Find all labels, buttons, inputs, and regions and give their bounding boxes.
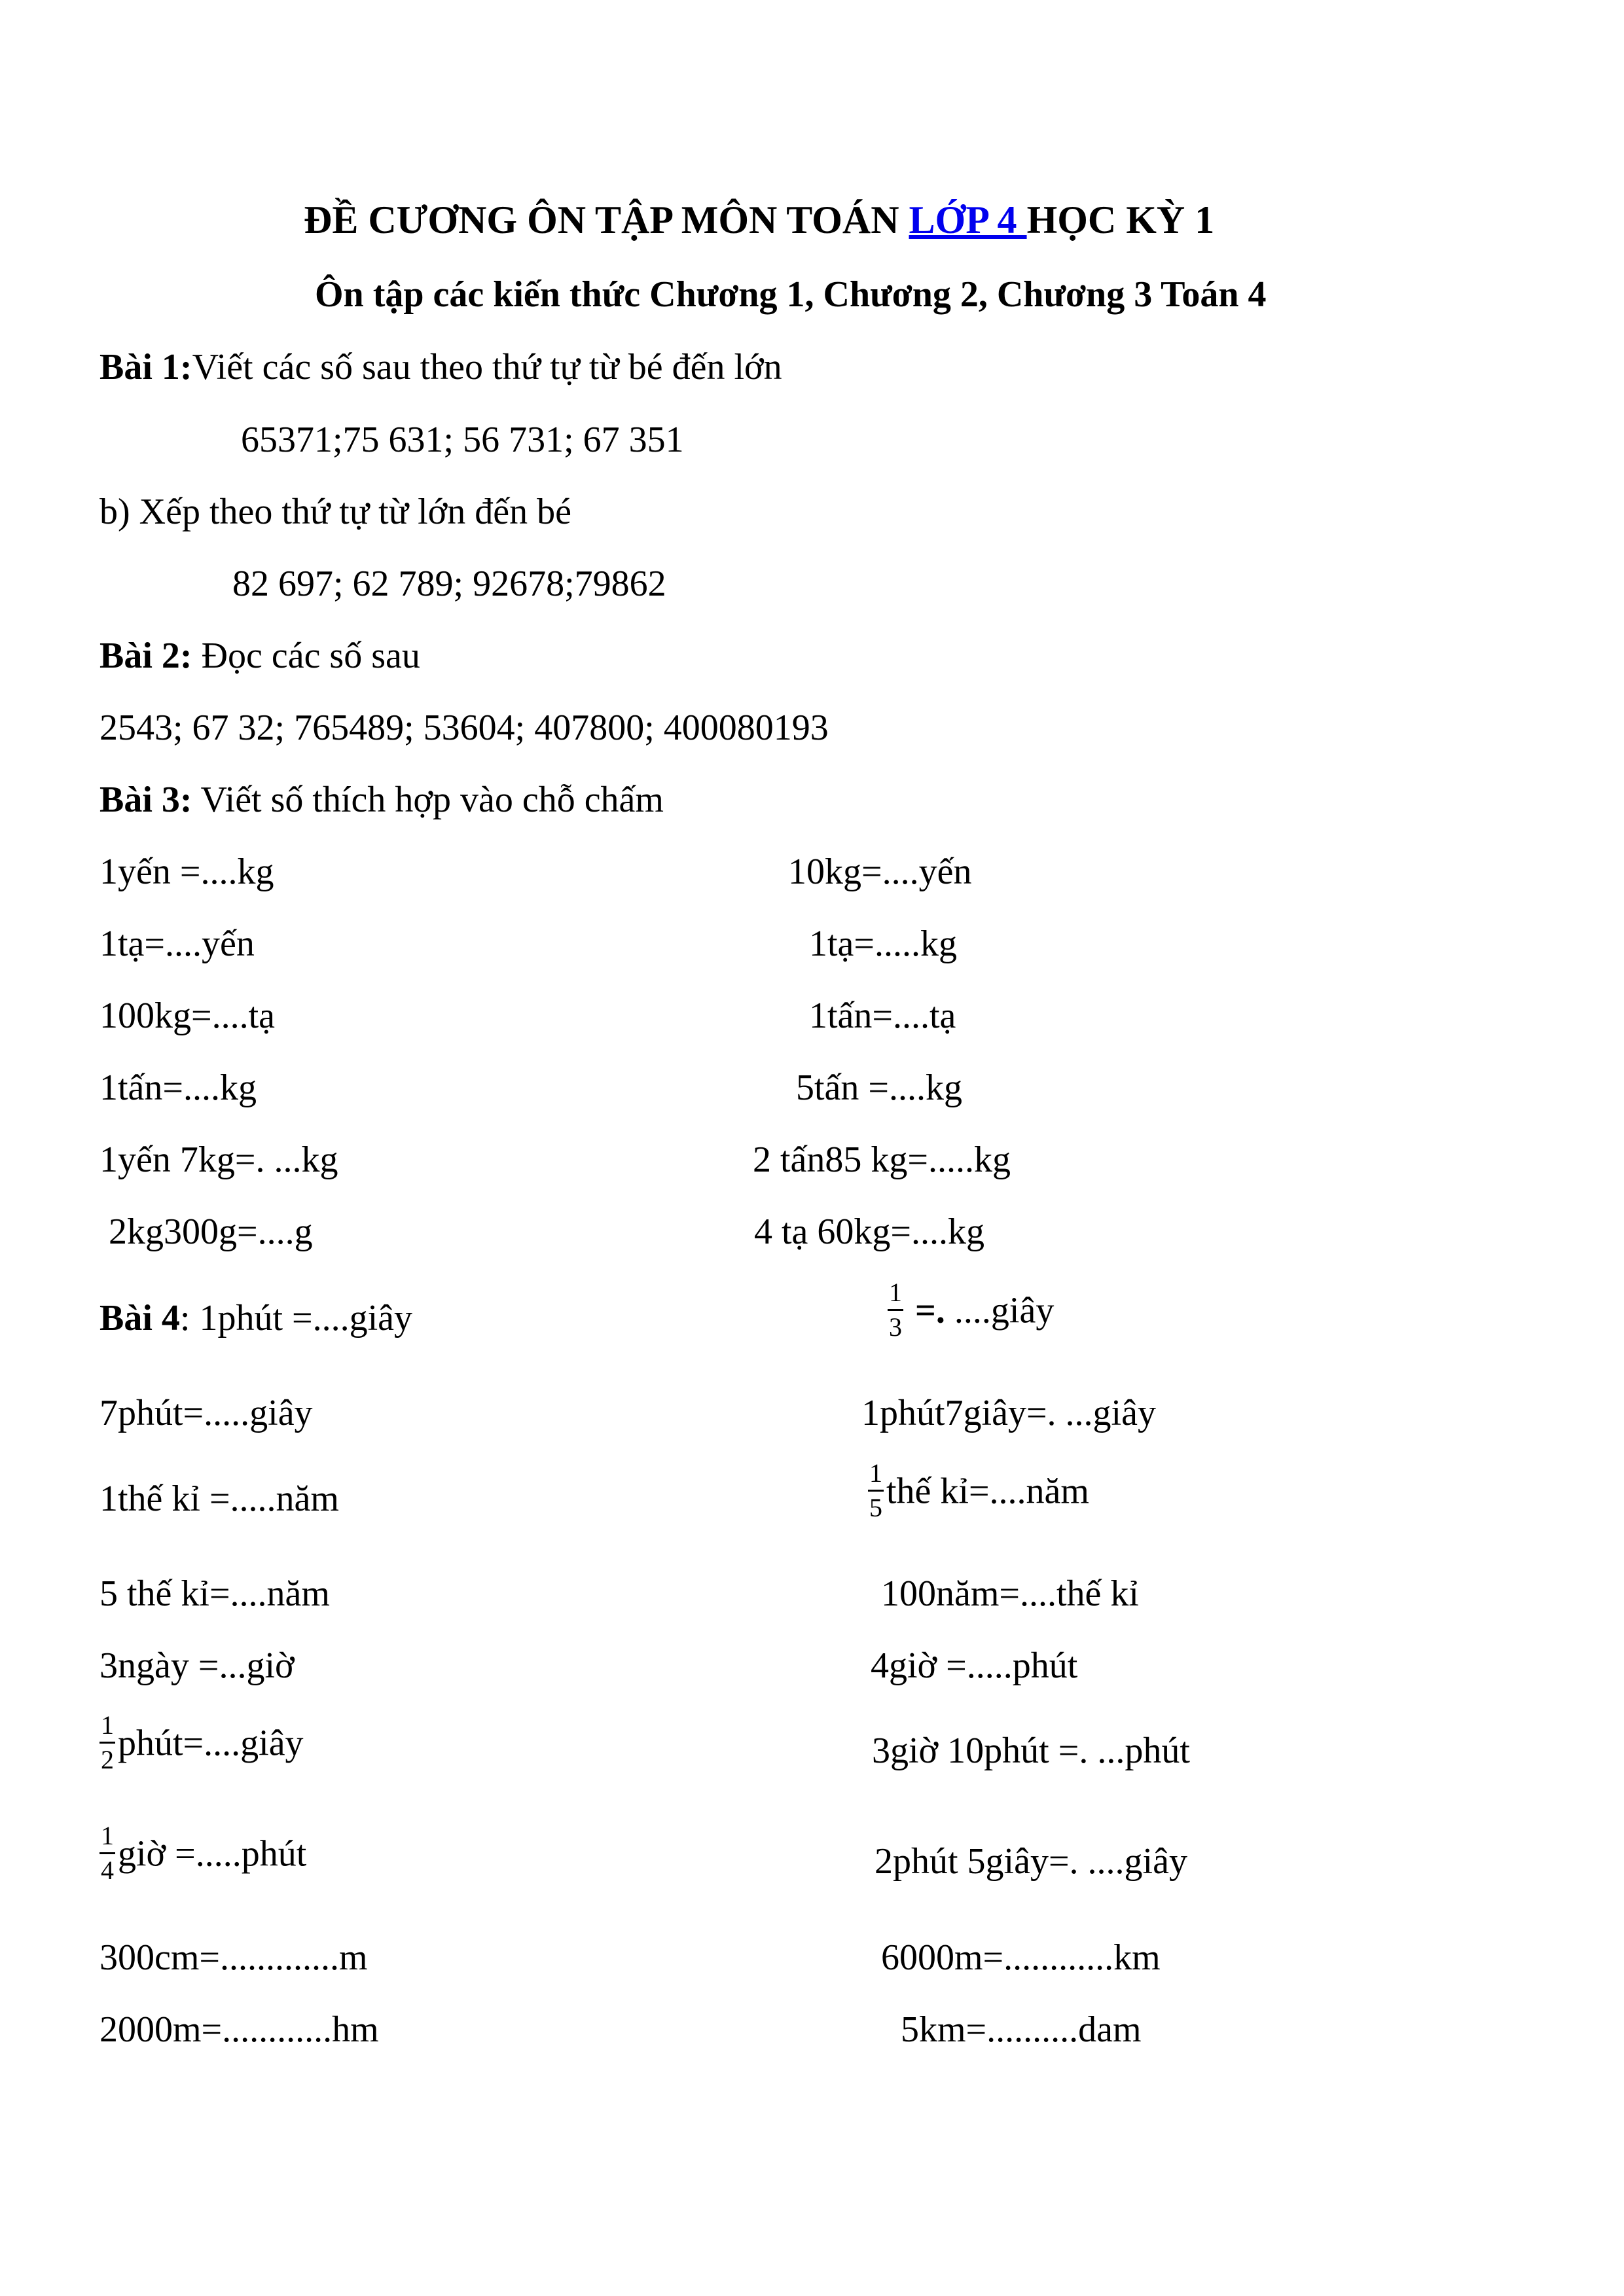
exercise-3-row-2-right: 1tạ=.....kg xyxy=(809,924,957,964)
exercise-4-row-2-right: 1phút7giây=. ...giây xyxy=(861,1393,1156,1433)
exercise-3-row-6-left: 2kg300g=....g xyxy=(109,1211,313,1252)
exercise-2-text: Đọc các số sau xyxy=(192,636,420,676)
exercise-2-label: Bài 2: xyxy=(99,636,192,676)
fraction-one-quarter xyxy=(99,1822,115,1884)
fraction-numerator: 1 xyxy=(868,1460,884,1492)
exercise-3-row-5-left: 1yến 7kg=. ...kg xyxy=(99,1139,338,1180)
exercise-3-row-5-right: 2 tấn85 kg=.....kg xyxy=(753,1139,1011,1180)
exercise-4-label: Bài 4 xyxy=(99,1298,180,1338)
fraction-denominator: 3 xyxy=(889,1312,902,1342)
exercise-4-row-6-right: 3giờ 10phút =. ...phút xyxy=(872,1731,1190,1771)
exercise-3-row-2-left: 1tạ=....yến xyxy=(99,924,255,964)
exercise-4-row-6-left xyxy=(99,1710,304,1778)
fraction-denominator: 5 xyxy=(869,1493,882,1522)
exercise-4-row-3-left: 1thế kỉ =.....năm xyxy=(99,1479,339,1519)
exercise-4-row-5-left: 3ngày =...giờ xyxy=(99,1645,295,1686)
exercise-1-numbers-a: 65371;75 631; 56 731; 67 351 xyxy=(241,420,684,460)
exercise-4-row-1-left-text: : 1phút =....giây xyxy=(179,1298,413,1338)
exercise-1-numbers-b: 82 697; 62 789; 92678;79862 xyxy=(232,564,666,604)
equals-sign: =. xyxy=(915,1290,945,1331)
exercise-1-part-b: b) Xếp theo thứ tự từ lớn đến bé xyxy=(99,492,571,532)
exercise-3-row-1-left: 1yến =....kg xyxy=(99,852,274,892)
exercise-3-text: Viết số thích hợp vào chỗ chấm xyxy=(192,780,664,820)
exercise-3-row-4-right: 5tấn =....kg xyxy=(796,1067,962,1108)
exercise-4-row-4-right: 100năm=....thế kỉ xyxy=(881,1573,1139,1614)
fraction-numerator: 1 xyxy=(99,1712,115,1744)
exercise-4-row-1-right-text: ....giây xyxy=(945,1290,1055,1331)
exercise-1-heading xyxy=(99,349,782,386)
title-suffix: HỌC KỲ 1 xyxy=(1026,198,1215,242)
title-prefix: ĐỀ CƯƠNG ÔN TẬP MÔN TOÁN xyxy=(304,198,909,242)
exercise-3-row-1-right: 10kg=....yến xyxy=(788,852,972,892)
exercise-4-row-1-right xyxy=(888,1278,1055,1345)
exercise-3-row-6-right: 4 tạ 60kg=....kg xyxy=(754,1211,984,1252)
fraction-denominator: 4 xyxy=(101,1856,114,1885)
exercise-4-row-7-left-text: giờ =.....phút xyxy=(118,1833,307,1874)
exercise-4-row-3-right-text: thế kỉ=....năm xyxy=(886,1471,1089,1512)
exercise-4-row-8-left: 300cm=.............m xyxy=(99,1937,368,1978)
grade-link[interactable]: LỚP 4 xyxy=(909,198,1027,242)
exercise-4-row-7-right: 2phút 5giây=. ....giây xyxy=(875,1841,1187,1882)
fraction-denominator: 2 xyxy=(101,1745,114,1774)
exercise-2-numbers: 2543; 67 32; 765489; 53604; 407800; 400080193 xyxy=(99,708,829,748)
exercise-3-label: Bài 3: xyxy=(99,780,192,820)
exercise-4-row-3-right xyxy=(868,1458,1089,1526)
document-title xyxy=(304,200,1214,240)
exercise-4-row-1-left xyxy=(99,1300,412,1336)
fraction-numerator: 1 xyxy=(888,1279,903,1311)
exercise-4-row-8-right: 6000m=............km xyxy=(881,1937,1161,1978)
exercise-4-row-5-right: 4giờ =.....phút xyxy=(871,1645,1078,1686)
exercise-2-heading xyxy=(99,637,420,674)
exercise-4-row-4-left: 5 thế kỉ=....năm xyxy=(99,1573,330,1614)
exercise-3-row-4-left: 1tấn=....kg xyxy=(99,1067,257,1108)
document-subtitle: Ôn tập các kiến thức Chương 1, Chương 2, Chương 3 Toán 4 xyxy=(315,274,1267,315)
exercise-3-heading xyxy=(99,781,664,818)
fraction-numerator: 1 xyxy=(99,1822,115,1854)
exercise-4-row-6-left-text: phút=....giây xyxy=(118,1723,304,1764)
exercise-4-row-9-left: 2000m=............hm xyxy=(99,2009,379,2050)
exercise-3-row-3-right: 1tấn=....tạ xyxy=(809,996,956,1036)
exercise-1-label: Bài 1: xyxy=(99,347,192,387)
exercise-4-row-9-right: 5km=..........dam xyxy=(901,2009,1142,2050)
exercise-4-row-2-left: 7phút=.....giây xyxy=(99,1393,313,1433)
fraction-one-third xyxy=(888,1279,903,1341)
exercise-4-row-7-left xyxy=(99,1821,307,1888)
exercise-3-row-3-left: 100kg=....tạ xyxy=(99,996,275,1036)
exercise-1-text: Viết các số sau theo thứ tự từ bé đến lớn xyxy=(192,347,782,387)
fraction-one-fifth xyxy=(868,1460,884,1522)
fraction-one-half xyxy=(99,1712,115,1774)
